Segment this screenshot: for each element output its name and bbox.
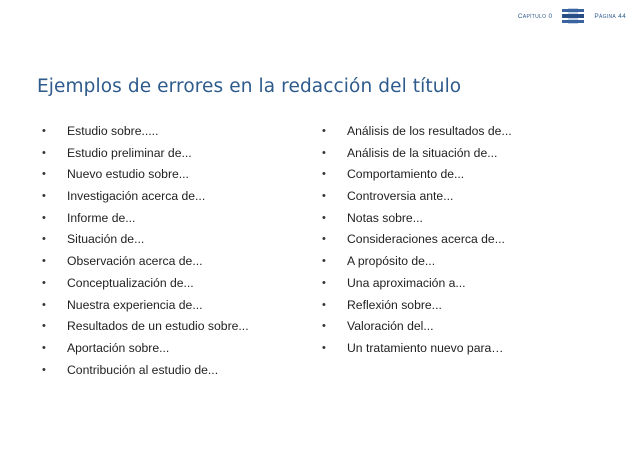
list-item-text: Reflexión sobre...	[347, 297, 442, 312]
bullet-icon: •	[322, 125, 326, 137]
list-item-text: Análisis de los resultados de...	[347, 124, 512, 138]
bullet-icon: •	[322, 255, 326, 268]
list-item-text: Contribución al estudio de...	[67, 362, 219, 377]
chapter-label: Capítulo 0	[517, 12, 553, 20]
institution-logo-icon	[562, 8, 584, 24]
list-item-text: Observación acerca de...	[67, 254, 203, 269]
list-item-text: Análisis de la situación de...	[347, 145, 498, 160]
bullet-icon: •	[322, 168, 326, 181]
bullet-icon: •	[322, 341, 326, 354]
bullet-icon: •	[322, 298, 326, 311]
list-item-text: Situación de...	[67, 232, 145, 247]
bullet-icon: •	[42, 363, 46, 376]
list-item-text: Controversia ante...	[347, 189, 454, 204]
list-item-text: Estudio sobre.....	[67, 124, 159, 138]
page-number: Página 44	[594, 12, 626, 20]
bullet-icon: •	[42, 320, 46, 333]
page-title: Ejemplos de errores en la redacción del título	[37, 76, 462, 97]
bullet-icon: •	[42, 125, 46, 137]
bullet-icon: •	[42, 276, 46, 289]
bullet-icon: •	[42, 255, 46, 268]
list-item-text: Una aproximación a...	[347, 275, 466, 290]
list-item-text: Comportamiento de...	[347, 167, 465, 182]
list-item-text: Informe de...	[67, 210, 136, 225]
list-item-text: Nuestra experiencia de...	[67, 297, 203, 312]
list-item-text: Aportación sobre...	[67, 340, 170, 355]
list-item-text: Estudio preliminar de...	[67, 145, 192, 160]
list-item-text: Investigación acerca de...	[67, 189, 206, 204]
bullet-icon: •	[42, 168, 46, 181]
list-item-text: Valoración del...	[347, 319, 434, 334]
bullet-icon: •	[322, 190, 326, 203]
list-item-text: Consideraciones acerca de...	[347, 232, 505, 247]
bullet-icon: •	[42, 341, 46, 354]
bullet-icon: •	[322, 146, 326, 159]
list-item-text: Notas sobre...	[347, 210, 423, 225]
page-header	[518, 8, 626, 24]
bullet-icon: •	[42, 211, 46, 224]
bullet-icon: •	[322, 276, 326, 289]
list-item-text: Conceptualización de...	[67, 275, 194, 290]
list-item-text: Un tratamiento nuevo para…	[347, 340, 504, 355]
bullet-icon: •	[322, 233, 326, 246]
bullet-icon: •	[42, 298, 46, 311]
list-item-text: Resultados de un estudio sobre...	[67, 319, 249, 334]
bullet-icon: •	[322, 211, 326, 224]
bullet-icon: •	[42, 233, 46, 246]
list-item-text: A propósito de...	[347, 254, 436, 269]
list-item-text: Nuevo estudio sobre...	[67, 167, 189, 182]
bullet-icon: •	[42, 146, 46, 159]
bullet-icon: •	[42, 190, 46, 203]
bullet-icon: •	[322, 320, 326, 333]
